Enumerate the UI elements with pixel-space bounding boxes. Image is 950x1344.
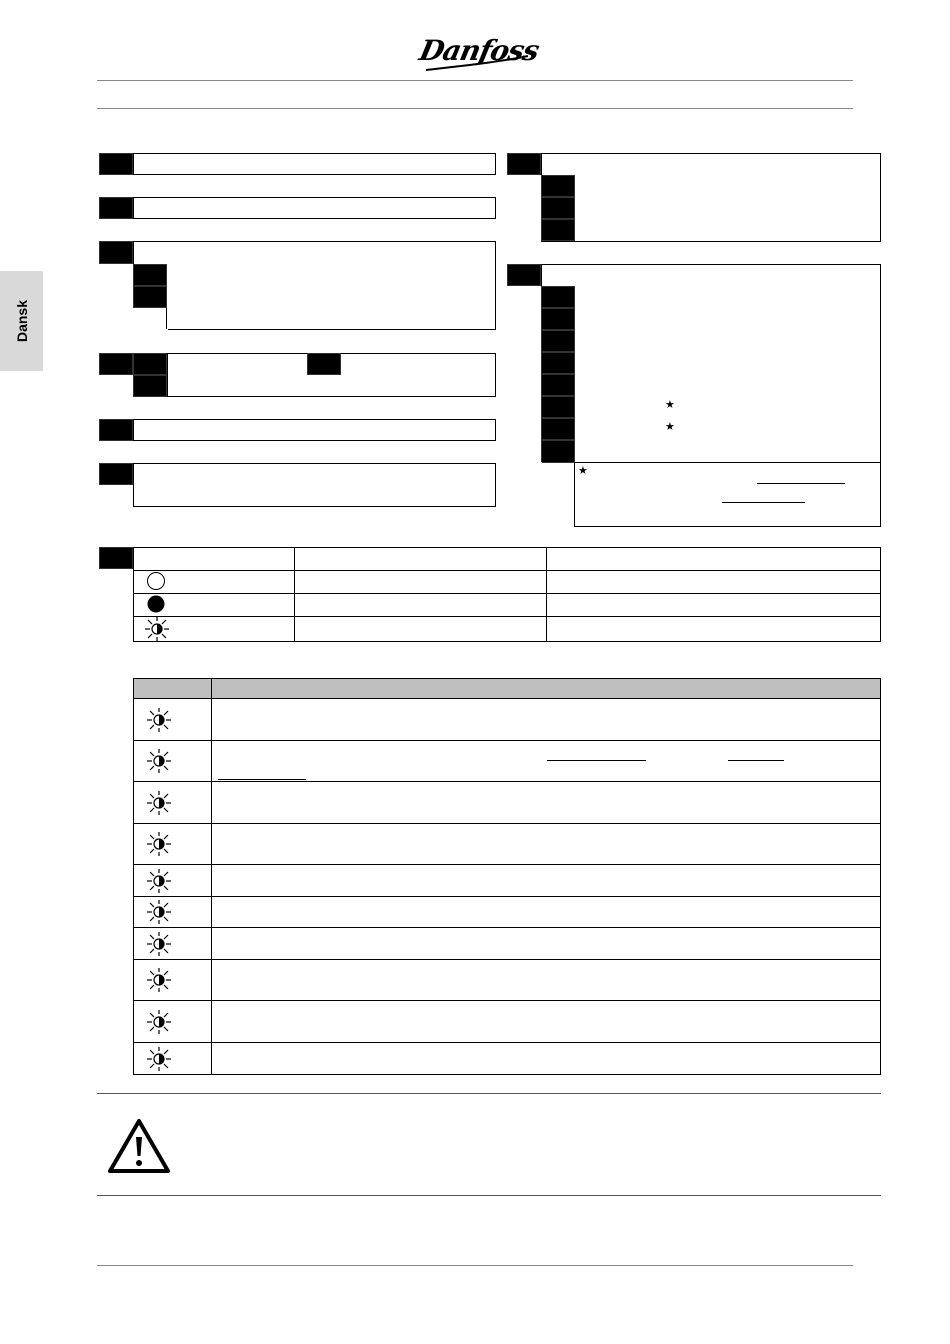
keypad-key-led bbox=[99, 547, 133, 569]
led-flash-icon bbox=[146, 1009, 172, 1035]
table-row bbox=[133, 927, 881, 928]
keypad-key-7c bbox=[541, 219, 575, 241]
table-row bbox=[133, 896, 881, 897]
table-row bbox=[133, 823, 881, 824]
keypad-key-7a bbox=[541, 175, 575, 197]
led-legend-table bbox=[133, 547, 881, 642]
keypad-key-7 bbox=[507, 153, 541, 175]
keypad-key-8c bbox=[541, 330, 575, 352]
keypad-key-8b bbox=[541, 308, 575, 330]
key-description-box-2 bbox=[133, 197, 496, 219]
led-flash-icon bbox=[146, 707, 172, 733]
logo-swash-icon bbox=[420, 26, 535, 76]
table-row bbox=[133, 1042, 881, 1043]
side-tab-label: Dansk bbox=[13, 299, 30, 343]
header-rule-bottom bbox=[97, 108, 853, 109]
key-description-box-3 bbox=[133, 241, 496, 330]
header-rule-top bbox=[97, 80, 853, 81]
keypad-key-7b bbox=[541, 197, 575, 219]
footnote-star-icon: ★ bbox=[578, 465, 588, 477]
keypad-key-4a bbox=[133, 353, 167, 375]
danfoss-logo bbox=[416, 26, 542, 76]
footnote-box bbox=[574, 462, 881, 527]
table-frame bbox=[133, 678, 881, 1075]
keypad-key-5 bbox=[99, 419, 133, 441]
key-description-box-5 bbox=[133, 419, 496, 441]
led-flash-icon bbox=[146, 899, 172, 925]
keypad-key-8 bbox=[507, 264, 541, 286]
keypad-key-8e bbox=[541, 374, 575, 396]
led-flash-icon bbox=[146, 931, 172, 957]
underline-mark bbox=[547, 760, 646, 761]
key-description-box-6 bbox=[133, 463, 496, 507]
warning-triangle-icon bbox=[107, 1118, 171, 1174]
led-flash-icon bbox=[146, 831, 172, 857]
keypad-key-2 bbox=[99, 197, 133, 219]
key-description-box-8 bbox=[541, 264, 881, 463]
led-flash-icon bbox=[146, 868, 172, 894]
keypad-key-8a bbox=[541, 286, 575, 308]
keypad-key-4 bbox=[99, 353, 133, 375]
led-flash-icon bbox=[144, 616, 170, 642]
led-flash-icon bbox=[146, 1046, 172, 1072]
warning-rule-top bbox=[97, 1093, 881, 1094]
led-on-icon bbox=[145, 593, 167, 615]
key-description-box-7 bbox=[541, 153, 881, 242]
keypad-key-8f bbox=[541, 396, 575, 418]
language-side-tab bbox=[0, 271, 43, 371]
led-flash-icon bbox=[146, 967, 172, 993]
key-description-box-1 bbox=[133, 153, 496, 175]
table-row bbox=[134, 594, 881, 617]
underline-mark bbox=[757, 483, 845, 484]
warning-rule-bottom bbox=[97, 1195, 881, 1196]
table-row bbox=[133, 864, 881, 865]
keypad-key-4b bbox=[133, 375, 167, 397]
star-icon: ★ bbox=[665, 421, 675, 433]
keypad-key-8h bbox=[541, 440, 575, 463]
led-flash-icon bbox=[146, 748, 172, 774]
danfoss-logo-text: Danfoss bbox=[416, 34, 542, 67]
keypad-key-4c bbox=[307, 353, 341, 375]
table-row bbox=[134, 617, 881, 642]
table-row bbox=[133, 740, 881, 741]
keypad-key-3b bbox=[133, 286, 167, 308]
keypad-key-6 bbox=[99, 463, 133, 485]
keypad-key-3a bbox=[133, 264, 167, 286]
footer-rule bbox=[97, 1265, 853, 1266]
table-row bbox=[134, 571, 881, 594]
table-row bbox=[133, 781, 881, 782]
table-row bbox=[134, 548, 881, 571]
underline-mark bbox=[722, 502, 805, 503]
underline-mark bbox=[728, 760, 784, 761]
keypad-key-1 bbox=[99, 153, 133, 175]
table-row bbox=[133, 959, 881, 960]
keypad-key-8g bbox=[541, 418, 575, 440]
keypad-key-8d bbox=[541, 352, 575, 374]
table-row bbox=[133, 1000, 881, 1001]
star-icon: ★ bbox=[665, 399, 675, 411]
underline-mark bbox=[218, 779, 306, 780]
led-flash-icon bbox=[146, 790, 172, 816]
keypad-key-3 bbox=[99, 241, 133, 264]
led-off-icon bbox=[145, 570, 167, 592]
